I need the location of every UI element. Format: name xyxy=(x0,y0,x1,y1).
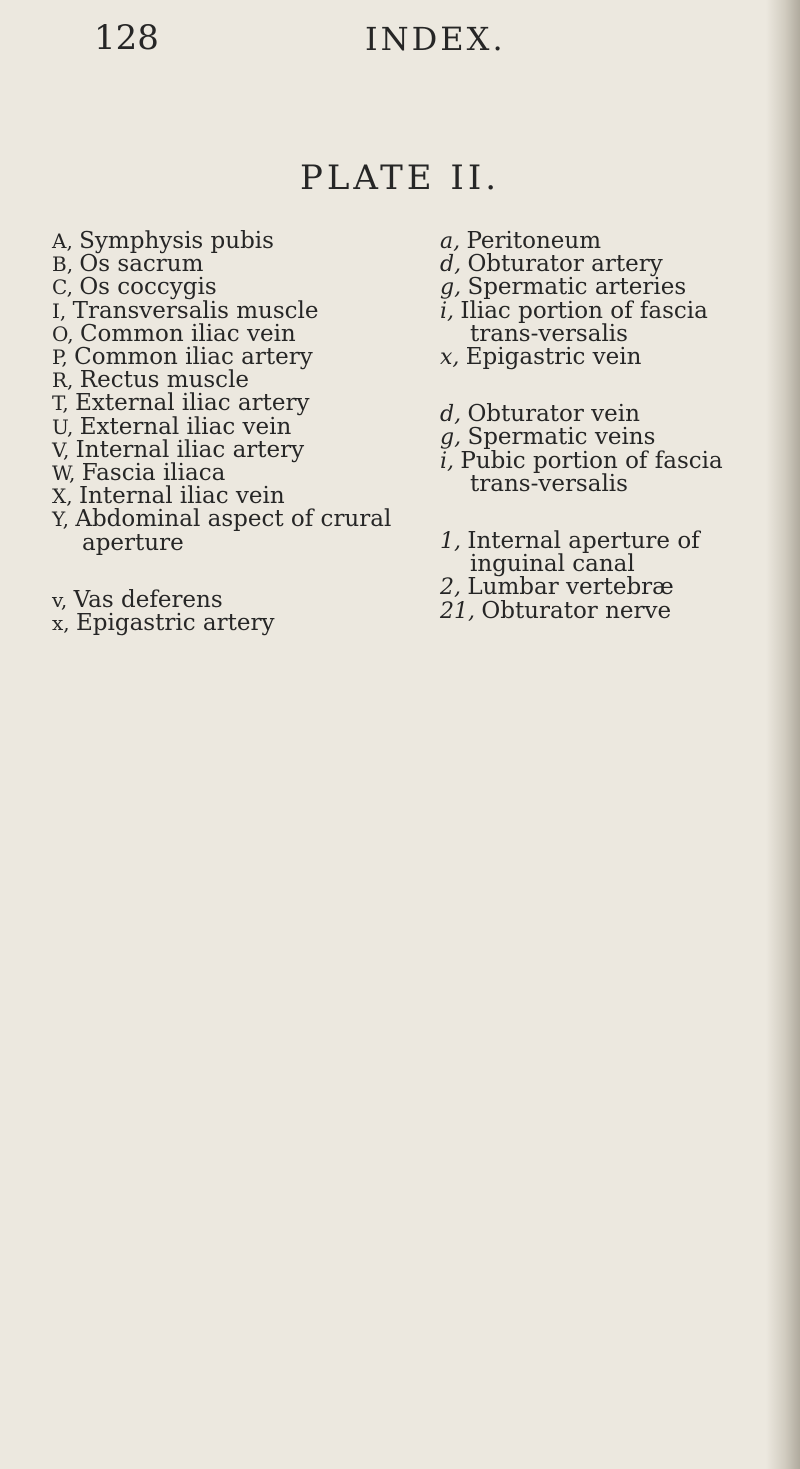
entry-text: Epigastric artery xyxy=(76,610,275,637)
index-entry xyxy=(52,436,432,463)
entry-key: x, xyxy=(52,611,70,636)
entry-key: 1, xyxy=(440,529,461,555)
entry-key: O, xyxy=(52,321,74,346)
entry-key: W, xyxy=(52,461,76,486)
index-entry xyxy=(440,346,740,369)
entry-key: d, xyxy=(440,252,462,278)
entry-text: Rectus muscle xyxy=(79,367,250,394)
entry-key: d, xyxy=(440,402,462,428)
entry-key: A, xyxy=(52,229,73,253)
entry-key: x, xyxy=(440,345,460,371)
entry-key: C, xyxy=(52,275,73,300)
index-entry xyxy=(52,508,452,554)
index-entry xyxy=(52,462,432,485)
entry-key: v, xyxy=(52,587,68,612)
index-entry xyxy=(440,597,740,624)
entry-key: i, xyxy=(440,298,455,324)
entry-text: Os coccygis xyxy=(79,274,217,301)
entry-text: Peritoneum xyxy=(466,228,602,254)
entry-text: Symphysis pubis xyxy=(79,228,274,254)
index-entry xyxy=(52,276,432,299)
entry-key: U, xyxy=(52,414,74,439)
entry-text: Obturator artery xyxy=(467,251,663,278)
right-index-column xyxy=(440,230,740,623)
index-entry xyxy=(52,392,432,415)
entry-text: Obturator nerve xyxy=(481,597,672,624)
entry-key: g, xyxy=(440,425,462,451)
index-entry xyxy=(440,276,740,299)
entry-text: Os sacrum xyxy=(79,251,204,278)
running-head: INDEX. xyxy=(365,20,506,58)
entry-key: Y, xyxy=(52,507,69,532)
left-index-column xyxy=(52,230,432,635)
entry-key: i, xyxy=(440,448,455,474)
entry-text: Lumbar vertebræ xyxy=(467,574,674,601)
entry-spacer xyxy=(440,496,740,530)
page-header xyxy=(0,18,800,68)
entry-text: Pubic portion of fascia trans-versalis xyxy=(460,447,723,497)
entry-key: V, xyxy=(52,437,70,462)
entry-text: Spermatic veins xyxy=(467,424,656,451)
entry-text: Obturator vein xyxy=(467,401,640,428)
index-entry xyxy=(52,586,432,613)
index-entry xyxy=(440,576,740,599)
index-entry xyxy=(440,403,740,426)
entry-text: Vas deferens xyxy=(73,586,223,613)
entry-key: 21, xyxy=(440,598,475,624)
entry-text: External iliac artery xyxy=(75,390,310,417)
entry-text: Internal iliac vein xyxy=(78,483,285,510)
entry-key: I, xyxy=(52,298,67,323)
index-entry xyxy=(52,346,432,369)
entry-text: External iliac vein xyxy=(79,413,292,440)
page-number: 128 xyxy=(94,18,159,58)
index-entry xyxy=(52,320,432,347)
index-entry xyxy=(52,369,432,392)
entry-text: Internal aperture of inguinal canal xyxy=(467,528,700,578)
entry-spacer xyxy=(52,555,432,589)
entry-key: P, xyxy=(52,345,68,370)
entry-text: Spermatic arteries xyxy=(467,274,687,301)
index-entry xyxy=(440,253,740,276)
entry-key: R, xyxy=(52,368,74,393)
entry-key: T, xyxy=(52,391,69,416)
entry-text: Fascia iliaca xyxy=(81,460,226,487)
page-edge-shadow xyxy=(766,0,800,1469)
index-entry xyxy=(440,297,740,347)
entry-key: g, xyxy=(440,275,462,301)
entry-text: Iliac portion of fascia trans-versalis xyxy=(460,297,708,347)
index-entry xyxy=(440,447,740,497)
index-entry xyxy=(52,485,432,508)
index-entry xyxy=(440,230,740,253)
entry-key: a, xyxy=(440,229,461,254)
index-entry xyxy=(440,426,740,449)
entry-key: 2, xyxy=(440,575,461,601)
entry-text: Abdominal aspect of crural aperture xyxy=(75,506,392,556)
entry-key: B, xyxy=(52,252,74,277)
entry-text: Epigastric vein xyxy=(465,344,642,371)
index-entry xyxy=(52,413,432,440)
index-entry xyxy=(52,612,432,635)
entry-key: X, xyxy=(52,484,73,509)
index-entry xyxy=(52,297,432,324)
plate-title: PLATE II. xyxy=(299,158,501,198)
entry-text: Common iliac artery xyxy=(74,344,313,371)
entry-text: Internal iliac artery xyxy=(75,436,305,463)
index-entry xyxy=(52,230,432,253)
index-entry xyxy=(440,530,740,576)
entry-text: Transversalis muscle xyxy=(72,297,319,324)
entry-spacer xyxy=(440,369,740,403)
entry-text: Common iliac vein xyxy=(79,320,296,347)
index-entry xyxy=(52,253,432,276)
